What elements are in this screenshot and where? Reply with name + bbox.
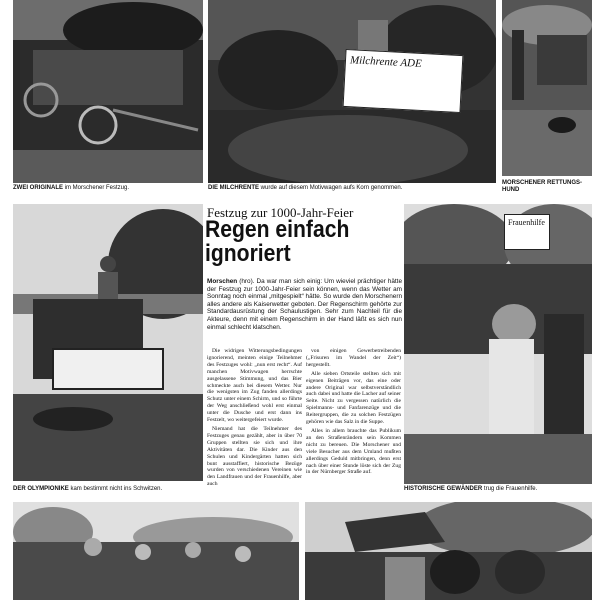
photo-olympionike xyxy=(13,204,203,481)
article-column-2: von einigen Gewerbetreibenden („Frisuren im Wandel der Zeit“) hergestellt. Alle sieben Ortsteile stellten sich mit eigenen Beiträgen vor, das eine oder andere Original war selbstverständlich auch dabei und hatte die Lacher auf seiner Seite. Nicht zu vergessen natürlich die Spielmanns- und Fanfarenzüge und die Reitergruppen, die zu solchen Festzügen gehören wie das Salz in die Suppe. Alles in allem brauchte das Publikum an den Straßenrändern sein Kommen nicht zu bereuen. Die Morschener und viele Besucher aus dem Umland mußten allerdings Geduld mitbringen, denn erst nach über einer Stunde löste sich der Zug in der Nürnberger Straße auf. xyxy=(306,348,401,476)
sign-frauenhilfe: Frauenhilfe xyxy=(504,214,550,250)
photo-pferdegespann xyxy=(305,502,592,600)
photo-frauenhilfe xyxy=(404,204,592,484)
article-lead: Morschen (hro). Da war man sich einig: Um wieviel prächtiger hätte der Festzug zur 1000-Jahr-Feier sein können, wenn das Wetter am Sonntag noch einmal „mitgespielt“ hätte. So wurde den Morschenern alles andere als Kaiserwetter geboten. Der Regenschirm gehörte zur Standardausrüstung der Schaulustigen. Sehr zum Nachteil für die Akteure, denn mit einem Regenschirm in der Hand läßt es sich nun einmal schlecht klatschen. xyxy=(207,278,402,331)
photo-zwei-originale xyxy=(13,0,203,183)
caption-olympionike: DER OLYMPIONIKE kam bestimmt nicht ins Schwitzen. xyxy=(13,486,163,492)
photo-milchrente xyxy=(208,0,496,183)
article-headline: Regen einfach ignoriert xyxy=(205,216,350,267)
photo-rettungshund xyxy=(502,0,592,176)
caption-zwei-originale: ZWEI ORIGINALE im Morschener Festzug. xyxy=(13,185,130,191)
caption-frauenhilfe: HISTORISCHE GEWÄNDER trug die Frauenhilfe. xyxy=(404,486,538,492)
article-column-1: Die widrigen Witterungsbedingungen ignorierend, meinten einige Teilnehmer des Festzuges wohl: „nun erst recht“. Auf manchen Motivwagen herrschte ausgelassene Stimmung, und das Bier schmeckte auch bei diesem Wetter. Nur die wenigsten im Zug fanden allerdings Schutz unter einem Schirm, und so führte der Weg anschließend wohl erst einmal unter die Dusche und erst dann ins Festzelt, wo weitergefeiert wurde. Niemand hat die Teilnehmer des Festzuges genau gezählt, aber in über 70 Gruppen stellten sie sich und ihre Aktivitäten dar. Die Kinder aus den Schulen und Kindergärten hatten sich bunt ausstaffiert, historische Bezüge wurden von verschiedenen Vereinen wie den Landfrauen und der Frauenhilfe, aber auch xyxy=(207,348,302,488)
caption-milchrente: DIE MILCHRENTE wurde auf diesem Motivwagen aufs Korn genommen. xyxy=(208,185,403,191)
sign-milchrente: Milchrente ADE xyxy=(343,49,464,113)
article-kicker: Festzug zur 1000-Jahr-Feier xyxy=(207,205,354,220)
photo-kinder-festzug xyxy=(13,502,299,600)
caption-rettungshund: MORSCHENER RETTUNGS-HUND xyxy=(502,180,583,193)
